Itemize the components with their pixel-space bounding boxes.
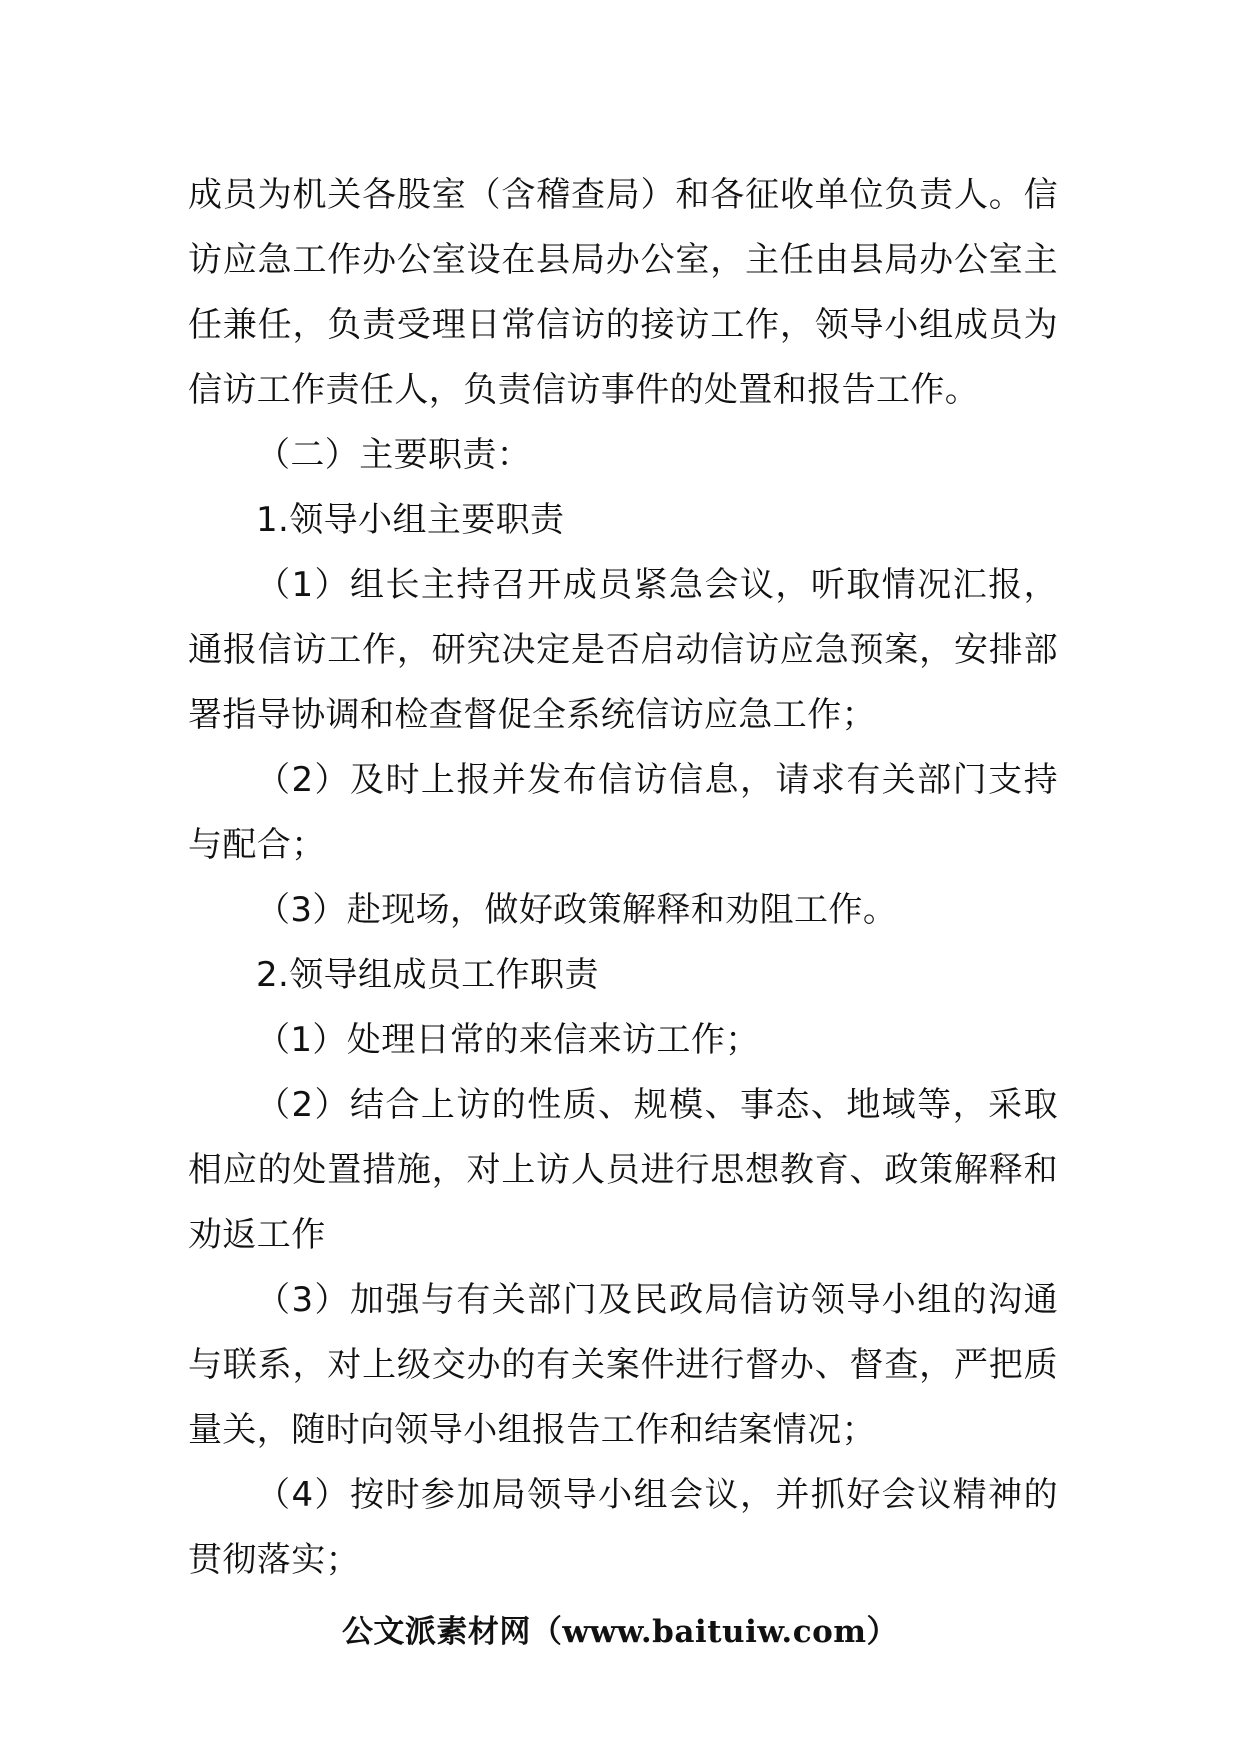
- list-item-leader-duty-1: （1）组长主持召开成员紧急会议，听取情况汇报，通报信访工作，研究决定是否启动信访应急预案，安排部署指导协调和检查督促全系统信访应急工作；: [188, 565, 1058, 735]
- subheading-member-duties: 2.领导组成员工作职责: [256, 955, 599, 995]
- section-heading-main-duties: （二）主要职责：: [256, 435, 532, 475]
- list-item-leader-duty-2: （2）及时上报并发布信访信息，请求有关部门支持与配合；: [188, 760, 1058, 865]
- list-item-member-duty-1: （1）处理日常的来信来访工作；: [256, 1020, 760, 1060]
- list-item-member-duty-3: （3）加强与有关部门及民政局信访领导小组的沟通与联系，对上级交办的有关案件进行督办、督查，严把质量关，随时向领导小组报告工作和结案情况；: [188, 1280, 1058, 1450]
- list-item-leader-duty-3: （3）赴现场，做好政策解释和劝阻工作。: [256, 890, 898, 930]
- list-item-member-duty-4: （4）按时参加局领导小组会议，并抓好会议精神的贯彻落实；: [188, 1475, 1058, 1580]
- paragraph-members-and-office: 成员为机关各股室（含稽查局）和各征收单位负责人。信访应急工作办公室设在县局办公室，主任由县局办公室主任兼任，负责受理日常信访的接访工作，领导小组成员为信访工作责任人，负责信访事件的处置和报告工作。: [188, 175, 1058, 410]
- subheading-leading-group-duties: 1.领导小组主要职责: [256, 500, 565, 540]
- list-item-member-duty-2: （2）结合上访的性质、规模、事态、地域等，采取相应的处置措施，对上访人员进行思想教育、政策解释和劝返工作: [188, 1085, 1058, 1255]
- document-body: [188, 163, 1058, 1593]
- page-footer-source: 公文派素材网（www.baituiw.com）: [341, 1614, 899, 1650]
